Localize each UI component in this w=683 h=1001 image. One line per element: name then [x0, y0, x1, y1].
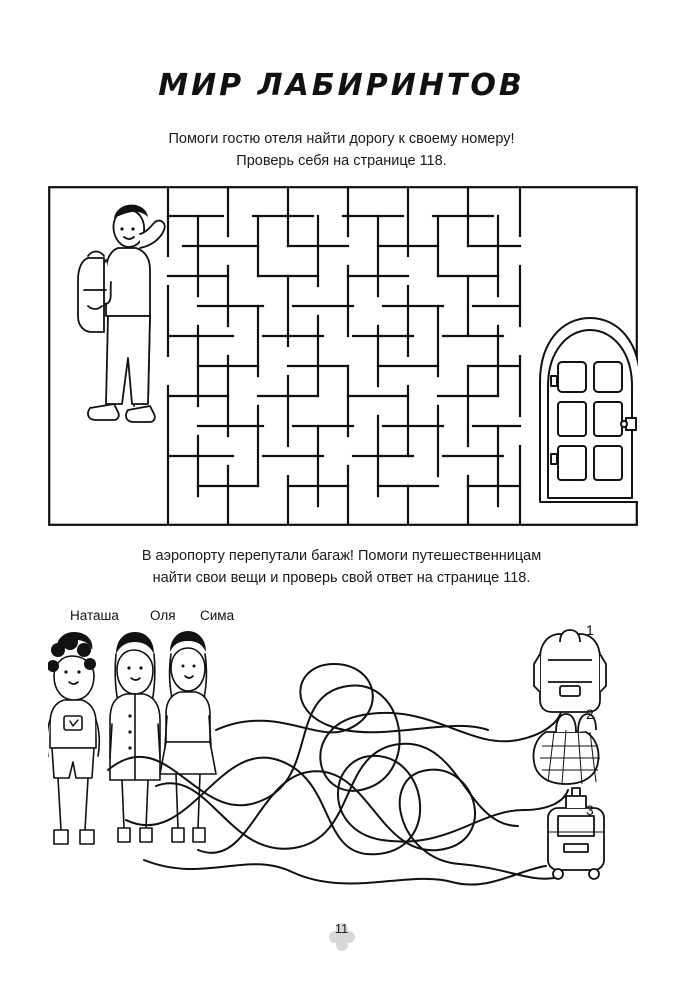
luggage-puzzle: [48, 620, 638, 900]
hotel-room-door-illustration: [540, 318, 638, 502]
girl-in-shorts-illustration: [160, 631, 216, 842]
page-footer: [0, 920, 683, 938]
maze-instruction: [0, 128, 683, 173]
girl-in-coat-illustration: [110, 632, 160, 842]
maze-instruction-line-1: Помоги гостю отеля найти дорогу к своему номеру!: [168, 131, 515, 147]
backpack-illustration: [534, 630, 606, 712]
luggage-instruction-line-1: В аэропорту перепутали багаж! Помоги путешественницам: [141, 548, 542, 564]
bag-number-1: 1: [586, 622, 594, 638]
luggage-instruction: [0, 545, 683, 590]
girl-curly-hair-illustration: [48, 632, 99, 844]
bag-number-2: 2: [586, 706, 594, 722]
maze-graphic: [48, 186, 638, 526]
luggage-puzzle-graphic: [48, 620, 638, 900]
traveller-name-olya: Оля: [150, 608, 176, 623]
bag-number-3: 3: [586, 802, 594, 818]
boy-with-backpack-illustration: [78, 205, 165, 422]
maze-puzzle: [48, 186, 638, 526]
handbag-illustration: [534, 714, 601, 784]
maze-instruction-line-2: Проверь себя на странице 118.: [236, 153, 447, 170]
page-number: 11: [334, 921, 349, 936]
traveller-name-natasha: Наташа: [70, 608, 119, 623]
traveller-name-sima: Сима: [200, 608, 235, 623]
page-title: МИР ЛАБИРИНТОВ: [158, 68, 525, 103]
rolling-suitcase-illustration: [548, 788, 604, 879]
luggage-instruction-line-2: найти свои вещи и проверь свой ответ на странице 118.: [152, 570, 531, 587]
